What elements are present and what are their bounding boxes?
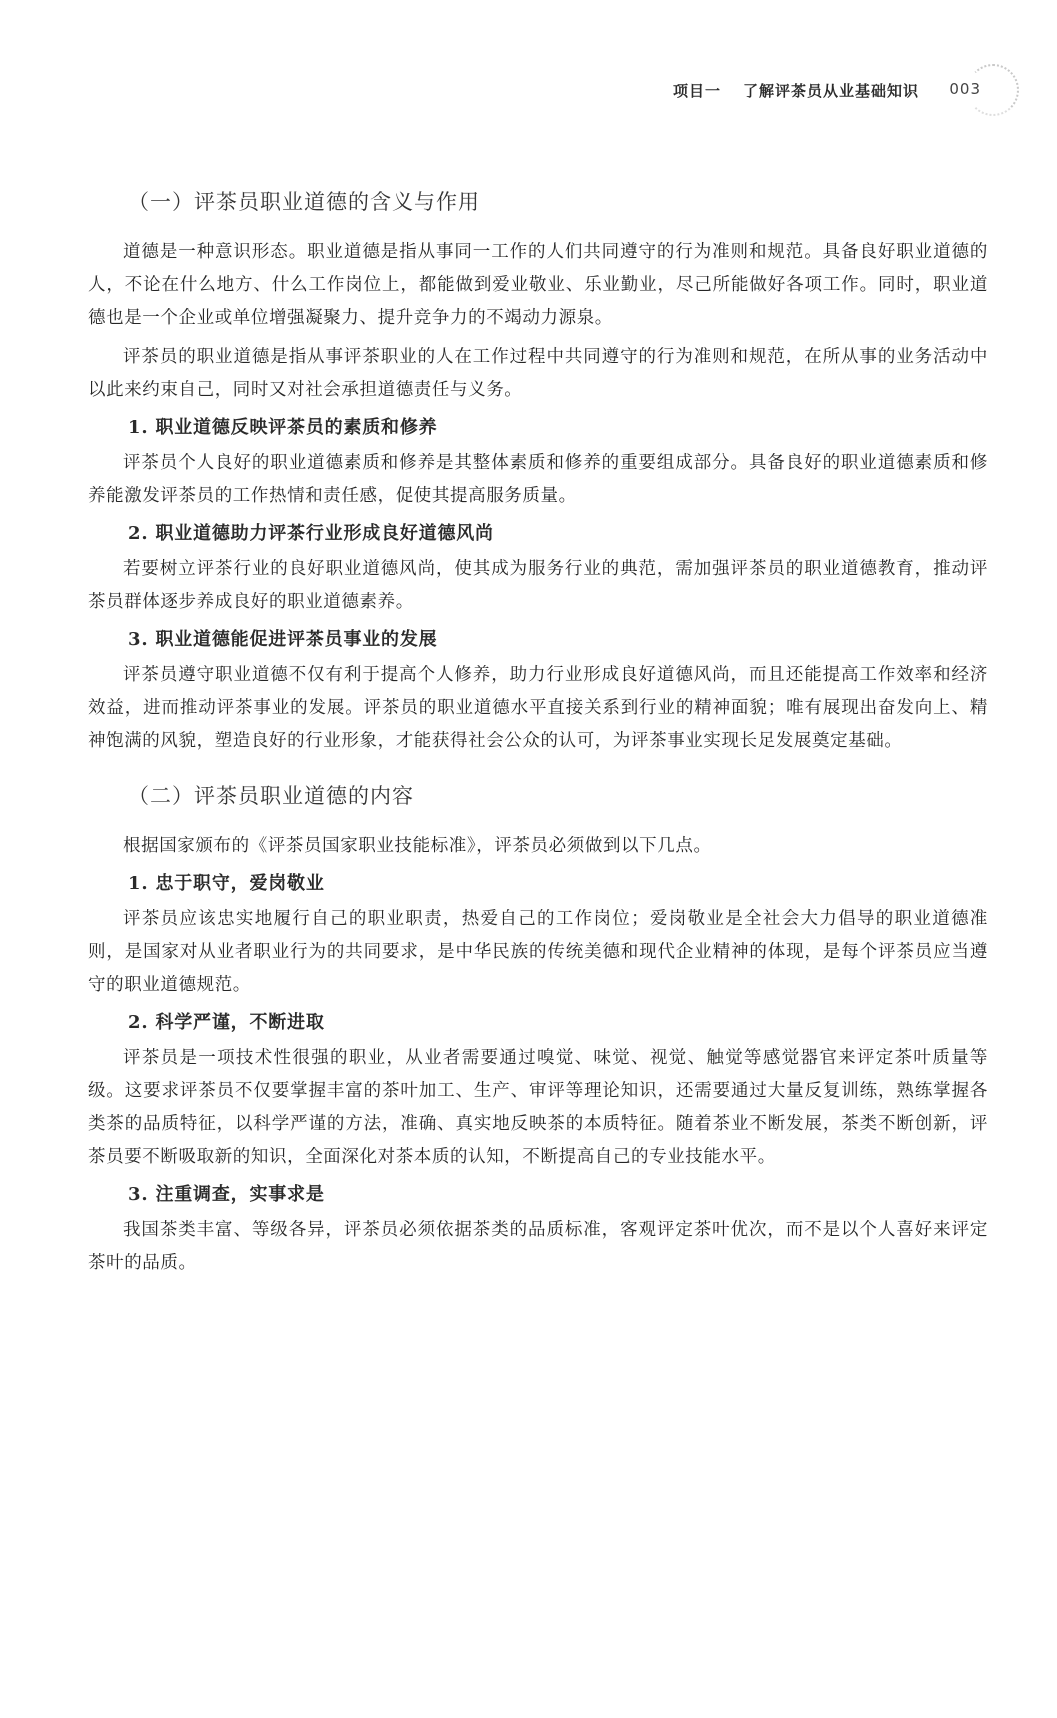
subheading: 1. 忠于职守，爱岗敬业 [128,873,325,894]
paragraph: 道德是一种意识形态。职业道德是指从事同一工作的人们共同遵守的行为准则和规范。具备良好职业道德的人，不论在什么地方、什么工作岗位上，都能做到爱业敬业、乐业勤业，尽己所能做好各项工作。同时，职业道德也是一个企业或单位增强凝聚力、提升竞争力的不竭动力源泉。 [88,242,988,328]
subheading: 3. 职业道德能促进评茶员事业的发展 [128,629,438,650]
paragraph: 评茶员是一项技术性很强的职业，从业者需要通过嗅觉、味觉、视觉、触觉等感觉器官来评定茶叶质量等级。这要求评茶员不仅要掌握丰富的茶叶加工、生产、审评等理论知识，还需要通过大量反复训练，熟练掌握各类茶的品质特征，以科学严谨的方法，准确、真实地反映茶的本质特征。随着茶业不断发展，茶类不断创新，评茶员要不断吸取新的知识，全面深化对茶本质的认知，不断提高自己的专业技能水平。 [88,1048,988,1167]
subheading: 2. 科学严谨，不断进取 [128,1012,325,1033]
subheading: 2. 职业道德助力评茶行业形成良好道德风尚 [128,523,494,544]
section-heading: （二）评茶员职业道德的内容 [128,784,414,808]
paragraph: 若要树立评茶行业的良好职业道德风尚，使其成为服务行业的典范，需加强评茶员的职业道德教育，推动评茶员群体逐步养成良好的职业道德素养。 [88,559,988,612]
running-head [673,80,919,101]
chapter-label: 项目一 [672,82,721,100]
paragraph: 评茶员个人良好的职业道德素质和修养是其整体素质和修养的重要组成部分。具备良好的职业道德素质和修养能激发评茶员的工作热情和责任感，促使其提高服务质量。 [88,453,988,506]
page-body [88,186,988,1286]
paragraph: 我国茶类丰富、等级各异，评茶员必须依据茶类的品质标准，客观评定茶叶优次，而不是以个人喜好来评定茶叶的品质。 [88,1220,988,1273]
subheading: 3. 注重调查，实事求是 [128,1184,325,1205]
paragraph: 根据国家颁布的《评茶员国家职业技能标准》，评茶员必须做到以下几点。 [123,836,712,856]
paragraph: 评茶员遵守职业道德不仅有利于提高个人修养，助力行业形成良好道德风尚，而且还能提高工作效率和经济效益，进而推动评茶事业的发展。评茶员的职业道德水平直接关系到行业的精神面貌；唯有展现出奋发向上、精神饱满的风貌，塑造良好的行业形象，才能获得社会公众的认可，为评茶事业实现长足发展奠定基础。 [88,665,988,751]
paragraph: 评茶员应该忠实地履行自己的职业职责，热爱自己的工作岗位；爱岗敬业是全社会大力倡导的职业道德准则，是国家对从业者职业行为的共同要求，是中华民族的传统美德和现代企业精神的体现，是每个评茶员应当遵守的职业道德规范。 [88,909,988,995]
subheading: 1. 职业道德反映评茶员的素质和修养 [128,417,438,438]
chapter-title: 了解评茶员从业基础知识 [742,82,919,100]
page-number-ornament [967,64,1019,116]
section-heading: （一）评茶员职业道德的含义与作用 [128,190,480,214]
paragraph: 评茶员的职业道德是指从事评茶职业的人在工作过程中共同遵守的行为准则和规范，在所从事的业务活动中以此来约束自己，同时又对社会承担道德责任与义务。 [88,347,988,400]
page-number: 003 [949,80,981,98]
